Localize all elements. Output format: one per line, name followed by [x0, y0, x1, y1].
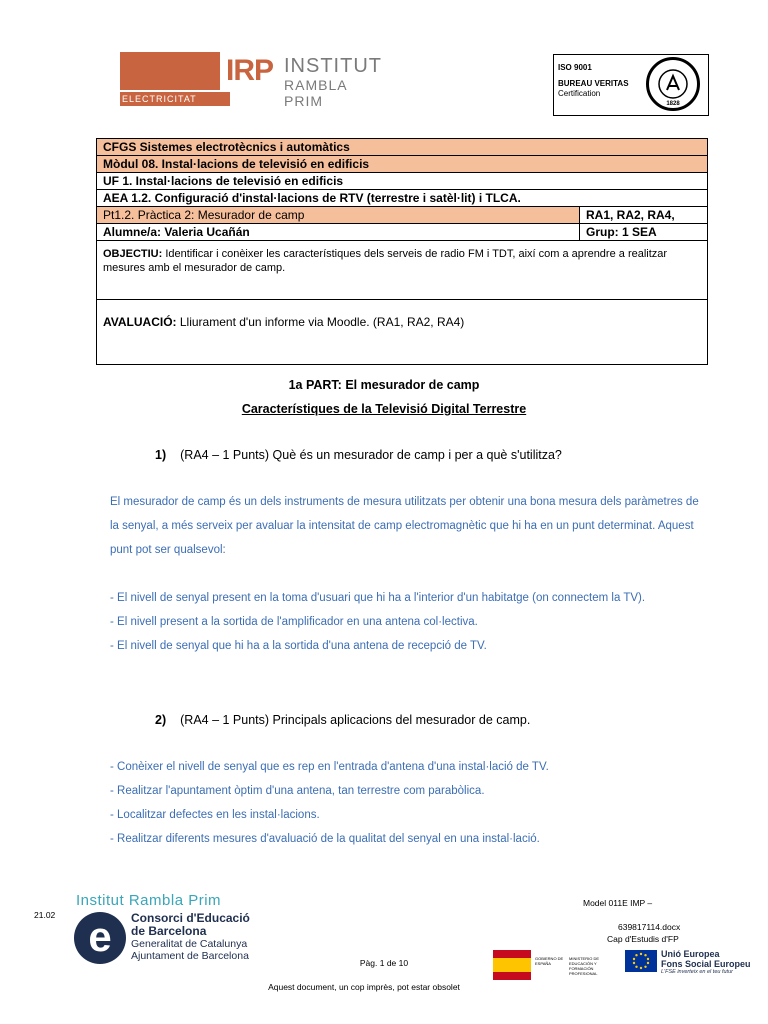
irp-logo [120, 52, 382, 112]
avaluacio-cell [97, 300, 708, 365]
gobierno-espana-logo [493, 950, 621, 980]
question-2-text: (RA4 – 1 Punts) Principals aplicacions del mesurador de camp. [180, 713, 531, 727]
answer-2-bullet-3: - Localitzar defectes en les instal·lacions. [110, 809, 320, 821]
eu-line-3: L'FSE inverteix en el teu futur [661, 969, 733, 975]
bureau-veritas-seal-icon [646, 57, 700, 111]
logo-irp: IRP [226, 54, 274, 87]
consorci-line-2: de Barcelona [131, 924, 207, 938]
grup-cell: Grup: 1 SEA [580, 224, 708, 241]
iso-certification-badge [553, 54, 709, 116]
footer-code: 21.02 [34, 910, 56, 920]
answer-1-bullet-2: - El nivell present a la sortida de l'amplificador en una antena col·lectiva. [110, 616, 478, 628]
footer-page-number: Pàg. 1 de 10 [359, 958, 409, 968]
footer-obsolete-note: Aquest document, un cop imprès, pot estar obsolet [268, 982, 460, 992]
answer-1-paragraph: El mesurador de camp és un dels instruments de mesura utilitzats per obtenir una bona mesura dels paràmetres de la senyal, a més serveix per avaluar la intensitat de camp electromagnètic que hi ha en un punt determinat. Aquest punt pot ser qualsevol: [110, 496, 699, 556]
ministerio-text: MINISTERIO DE EDUCACIÓN Y FORMACIÓN PROFESIONAL [569, 956, 600, 976]
spain-flag-icon [493, 950, 531, 980]
consorci-line-1: Consorci d'Educació [131, 911, 250, 925]
eu-line-2: Fons Social Europeu [661, 959, 751, 969]
answer-2-bullet-2: - Realitzar l'apuntament òptim d'una antena, tan terrestre com parabòlica. [110, 785, 485, 797]
objectiu-text: Identificar i conèixer les característiques dels serveis de radio FM i TDT, així com a aprendre a realitzar mesures amb el mesurador de camp. [103, 248, 668, 274]
iso-year: 1828 [666, 101, 680, 107]
alumne-cell: Alumne/a: Valeria Ucañán [97, 224, 580, 241]
iso-line2: BUREAU VERITAS [558, 79, 629, 88]
footer-cap: Cap d'Estudis d'FP [607, 934, 679, 944]
answer-1 [110, 490, 710, 658]
question-1-text: (RA4 – 1 Punts) Què és un mesurador de camp i per a què s'utilitza? [180, 448, 562, 462]
logo-bar [120, 52, 220, 90]
iso-line1: ISO 9001 [558, 63, 592, 72]
modul-cell: Mòdul 08. Instal·lacions de televisió en edificis [97, 156, 708, 173]
cfgs-cell: CFGS Sistemes electrotècnics i automàtics [97, 139, 708, 156]
eu-line-1: Unió Europea [661, 949, 720, 959]
generalitat-text: Generalitat de Catalunya [131, 938, 248, 950]
logo-institut: INSTITUT [284, 55, 382, 77]
ajuntament-text: Ajuntament de Barcelona [131, 950, 249, 962]
objectiu-label: OBJECTIU: [103, 248, 163, 260]
consorci-e-logo-icon: e [74, 912, 126, 964]
answer-2 [110, 755, 710, 851]
objectiu-cell [97, 241, 708, 300]
answer-2-bullet-1: - Conèixer el nivell de senyal que es rep en l'entrada d'antena d'una instal·lació de TV. [110, 761, 549, 773]
footer-institute-name: Institut Rambla Prim [76, 892, 222, 909]
gobierno-text: GOBIERNO DE ESPAÑA [535, 956, 564, 966]
practica-cell: Pt1.2. Pràctica 2: Mesurador de camp [97, 207, 580, 224]
uf-cell: UF 1. Instal·lacions de televisió en edificis [97, 173, 708, 190]
section-subtitle: Característiques de la Televisió Digital Terrestre [241, 402, 527, 416]
logo-rambla: RAMBLA PRIM [284, 77, 347, 109]
consorci-text [131, 912, 250, 938]
eu-text [661, 949, 751, 969]
ra-cell: RA1, RA2, RA4, [580, 207, 708, 224]
answer-2-bullet-4: - Realitzar diferents mesures d'avaluació de la qualitat del senyal en una instal·lació. [110, 833, 540, 845]
question-1-number: 1) [155, 448, 167, 462]
module-info-table [96, 138, 708, 365]
avaluacio-text: Lliurament d'un informe via Moodle. (RA1, RA2, RA4) [176, 315, 465, 329]
aea-cell: AEA 1.2. Configuració d'instal·lacions de RTV (terrestre i satèl·lit) i TLCA. [97, 190, 708, 207]
footer-model: Model 011E IMP – [583, 898, 653, 908]
part-title: 1a PART: El mesurador de camp [288, 378, 480, 392]
logo-electricitat: ELECTRICITAT [122, 94, 197, 104]
question-2 [155, 713, 530, 727]
answer-1-bullet-1: - El nivell de senyal present en la toma d'usuari que hi ha a l'interior d'un habitatge (on connectem la TV). [110, 592, 646, 604]
question-2-number: 2) [155, 713, 167, 727]
eu-flag-icon [625, 950, 657, 972]
question-1 [155, 448, 562, 462]
answer-1-bullet-3: - El nivell de senyal que hi ha a la sortida d'una antena de recepció de TV. [110, 640, 487, 652]
footer-docx: 639817114.docx [618, 922, 681, 932]
avaluacio-label: AVALUACIÓ: [103, 315, 177, 329]
iso-line3: Certification [558, 89, 601, 98]
